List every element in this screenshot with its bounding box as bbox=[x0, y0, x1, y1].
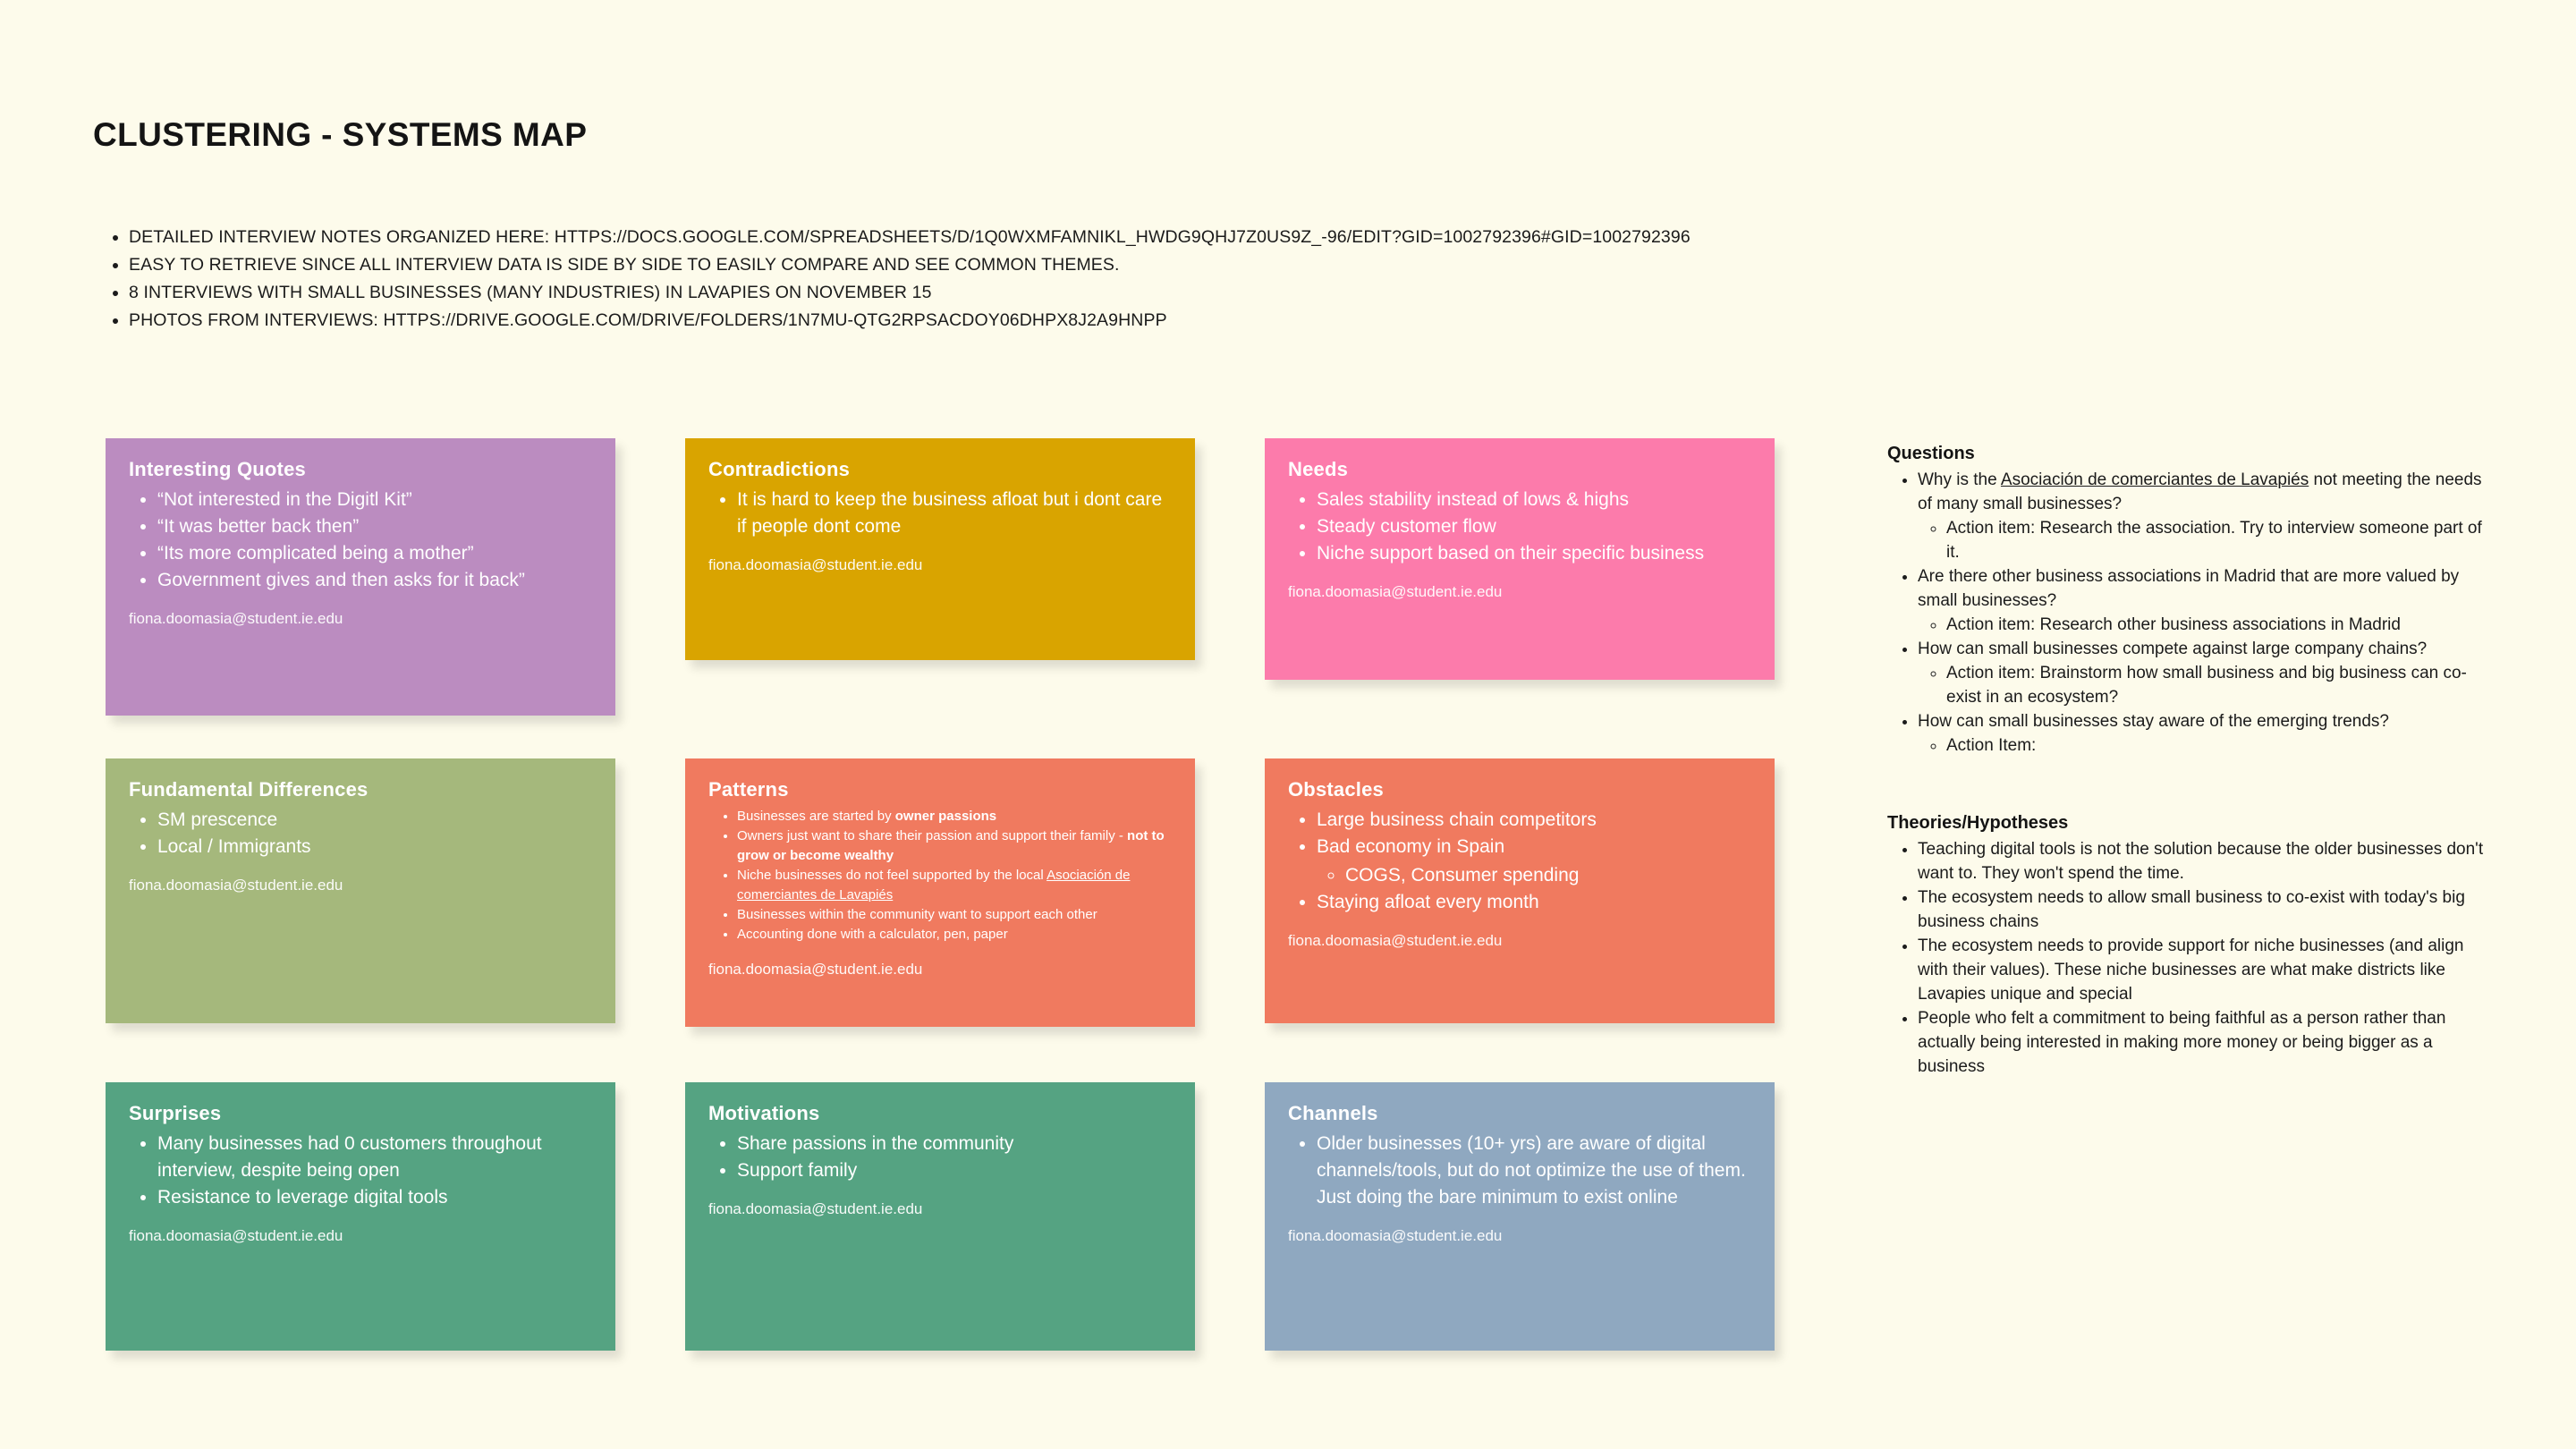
list-item-text: Are there other business associations in Madrid that are more valued by small businesses? bbox=[1918, 567, 2460, 610]
theories-list bbox=[1887, 837, 2496, 1079]
sub-list-item: ◦ Action item: Research other business associations in Madrid bbox=[1946, 613, 2496, 637]
sticky-note-list bbox=[1293, 807, 1751, 916]
intro-bullet: • PHOTOS FROM INTERVIEWS: HTTPS://DRIVE.GOOGLE.COM/DRIVE/FOLDERS/1N7MU-QTG2RPSACDOY06DHPX8J2A9HNPP bbox=[129, 307, 2186, 335]
sticky-note-list bbox=[714, 487, 1172, 540]
list-item: • Accounting done with a calculator, pen, paper bbox=[737, 925, 1172, 945]
questions-heading: Questions bbox=[1887, 444, 1975, 463]
list-item: • The ecosystem needs to provide support for niche businesses (and align with their values). These niche businesses are what make districts like Lavapies unique and special bbox=[1918, 934, 2496, 1006]
list-item: • Older businesses (10+ yrs) are aware of digital channels/tools, but do not optimize the use of them. Just doing the bare minimum to exist online bbox=[1317, 1131, 1751, 1211]
list-item: • The ecosystem needs to allow small business to co-exist with today's big business chains bbox=[1918, 886, 2496, 934]
list-item: • Owners just want to share their passion and support their family - not to grow or become wealthy bbox=[737, 826, 1172, 866]
list-item: • Resistance to leverage digital tools bbox=[157, 1184, 592, 1211]
list-item: • Local / Immigrants bbox=[157, 834, 592, 860]
sticky-note-sublist bbox=[1322, 862, 1751, 889]
list-item: • Support family bbox=[737, 1157, 1172, 1184]
sticky-note-list bbox=[1293, 487, 1751, 567]
list-item-text: How can small businesses compete against large company chains? bbox=[1918, 640, 2428, 658]
sticky-note-patterns[interactable] bbox=[685, 758, 1195, 1027]
list-item bbox=[1918, 564, 2496, 637]
sticky-note-title: Motivations bbox=[708, 1102, 820, 1124]
sticky-note-list bbox=[134, 1131, 592, 1211]
sticky-note-channels[interactable] bbox=[1265, 1082, 1775, 1351]
author-email: fiona.doomasia@student.ie.edu bbox=[708, 1200, 923, 1217]
sticky-note-list bbox=[134, 807, 592, 860]
list-item: • SM prescence bbox=[157, 807, 592, 834]
list-item: • Government gives and then asks for it back” bbox=[157, 567, 592, 594]
theories-heading: Theories/Hypotheses bbox=[1887, 813, 2069, 833]
author-email: fiona.doomasia@student.ie.edu bbox=[1288, 932, 1503, 949]
list-item: • It is hard to keep the business afloat but i dont care if people dont come bbox=[737, 487, 1172, 540]
sticky-note-interesting-quotes[interactable] bbox=[106, 438, 615, 716]
sub-list-item: ◦ Action item: Brainstorm how small business and big business can co-exist in an ecosystem? bbox=[1946, 661, 2496, 709]
list-item: • “It was better back then” bbox=[157, 513, 592, 540]
sticky-note-title: Interesting Quotes bbox=[129, 458, 306, 480]
sticky-note-list bbox=[1293, 1131, 1751, 1211]
sticky-note-title: Obstacles bbox=[1288, 778, 1384, 801]
author-email: fiona.doomasia@student.ie.edu bbox=[129, 877, 343, 894]
list-item: • “Not interested in the Digitl Kit” bbox=[157, 487, 592, 513]
intro-bullet: • DETAILED INTERVIEW NOTES ORGANIZED HERE: HTTPS://DOCS.GOOGLE.COM/SPREADSHEETS/D/1Q0WXMFAMNIKL_HWDG9QHJ7Z0US9Z_-96/EDIT?GID=1002792396#GID=1002792396 bbox=[129, 224, 2186, 251]
intro-bullet-list bbox=[93, 224, 2186, 335]
list-item bbox=[1918, 709, 2496, 758]
list-item bbox=[1317, 834, 1751, 889]
list-item: • Share passions in the community bbox=[737, 1131, 1172, 1157]
list-item: • “Its more complicated being a mother” bbox=[157, 540, 592, 567]
author-email: fiona.doomasia@student.ie.edu bbox=[708, 961, 923, 978]
list-item: • Staying afloat every month bbox=[1317, 889, 1751, 916]
sticky-note-surprises[interactable] bbox=[106, 1082, 615, 1351]
sticky-note-list bbox=[134, 487, 592, 594]
list-item-text: Bad economy in Spain bbox=[1317, 836, 1505, 857]
author-email: fiona.doomasia@student.ie.edu bbox=[129, 610, 343, 627]
list-item: • Large business chain competitors bbox=[1317, 807, 1751, 834]
sticky-note-motivations[interactable] bbox=[685, 1082, 1195, 1351]
list-item: • People who felt a commitment to being faithful as a person rather than actually being interested in making more money or being bigger as a business bbox=[1918, 1006, 2496, 1079]
sub-list-item: ◦ Action item: Research the association. Try to interview someone part of it. bbox=[1946, 516, 2496, 564]
list-item: • Steady customer flow bbox=[1317, 513, 1751, 540]
author-email: fiona.doomasia@student.ie.edu bbox=[1288, 1227, 1503, 1244]
sticky-note-fundamental-differences[interactable] bbox=[106, 758, 615, 1023]
sticky-note-title: Needs bbox=[1288, 458, 1349, 480]
intro-bullet: • EASY TO RETRIEVE SINCE ALL INTERVIEW DATA IS SIDE BY SIDE TO EASILY COMPARE AND SEE COMMON THEMES. bbox=[129, 251, 2186, 279]
sticky-note-title: Contradictions bbox=[708, 458, 851, 480]
list-item: • Teaching digital tools is not the solution because the older businesses don't want to. They won't spend the time. bbox=[1918, 837, 2496, 886]
questions-list bbox=[1887, 468, 2496, 758]
list-item: • Niche support based on their specific business bbox=[1317, 540, 1751, 567]
sticky-note-title: Patterns bbox=[708, 778, 789, 801]
sub-list-item: ◦ Action Item: bbox=[1946, 733, 2496, 758]
list-item-text: How can small businesses stay aware of the emerging trends? bbox=[1918, 712, 2389, 731]
sub-list bbox=[1918, 733, 2496, 758]
sub-list-item: ◦ COGS, Consumer spending bbox=[1345, 862, 1751, 889]
sticky-note-title: Fundamental Differences bbox=[129, 778, 369, 801]
page-title: CLUSTERING - SYSTEMS MAP bbox=[93, 116, 588, 153]
sticky-note-list bbox=[714, 807, 1172, 945]
list-item: • Sales stability instead of lows & highs bbox=[1317, 487, 1751, 513]
sticky-note-contradictions[interactable] bbox=[685, 438, 1195, 660]
sub-list bbox=[1918, 516, 2496, 564]
list-item: • Many businesses had 0 customers throughout interview, despite being open bbox=[157, 1131, 592, 1184]
sticky-note-obstacles[interactable] bbox=[1265, 758, 1775, 1023]
sub-list bbox=[1918, 661, 2496, 709]
list-item bbox=[1918, 637, 2496, 709]
theories-block bbox=[1887, 813, 2496, 1079]
sticky-note-needs[interactable] bbox=[1265, 438, 1775, 680]
list-item: • Businesses are started by owner passions bbox=[737, 807, 1172, 826]
sticky-note-title: Surprises bbox=[129, 1102, 222, 1124]
author-email: fiona.doomasia@student.ie.edu bbox=[129, 1227, 343, 1244]
list-item bbox=[1918, 468, 2496, 564]
author-email: fiona.doomasia@student.ie.edu bbox=[1288, 583, 1503, 600]
sub-list bbox=[1918, 613, 2496, 637]
sticky-note-list bbox=[714, 1131, 1172, 1184]
sticky-note-title: Channels bbox=[1288, 1102, 1378, 1124]
sidebar-notes bbox=[1887, 444, 2496, 1079]
list-item: • Businesses within the community want to support each other bbox=[737, 905, 1172, 925]
author-email: fiona.doomasia@student.ie.edu bbox=[708, 556, 923, 573]
list-item-text: Why is the Asociación de comerciantes de Lavapiés not meeting the needs of many small businesses? bbox=[1918, 470, 2482, 513]
intro-bullet: • 8 INTERVIEWS WITH SMALL BUSINESSES (MANY INDUSTRIES) IN LAVAPIES ON NOVEMBER 15 bbox=[129, 279, 2186, 307]
list-item: • Niche businesses do not feel supported by the local Asociación de comerciantes de Lavapiés bbox=[737, 866, 1172, 905]
